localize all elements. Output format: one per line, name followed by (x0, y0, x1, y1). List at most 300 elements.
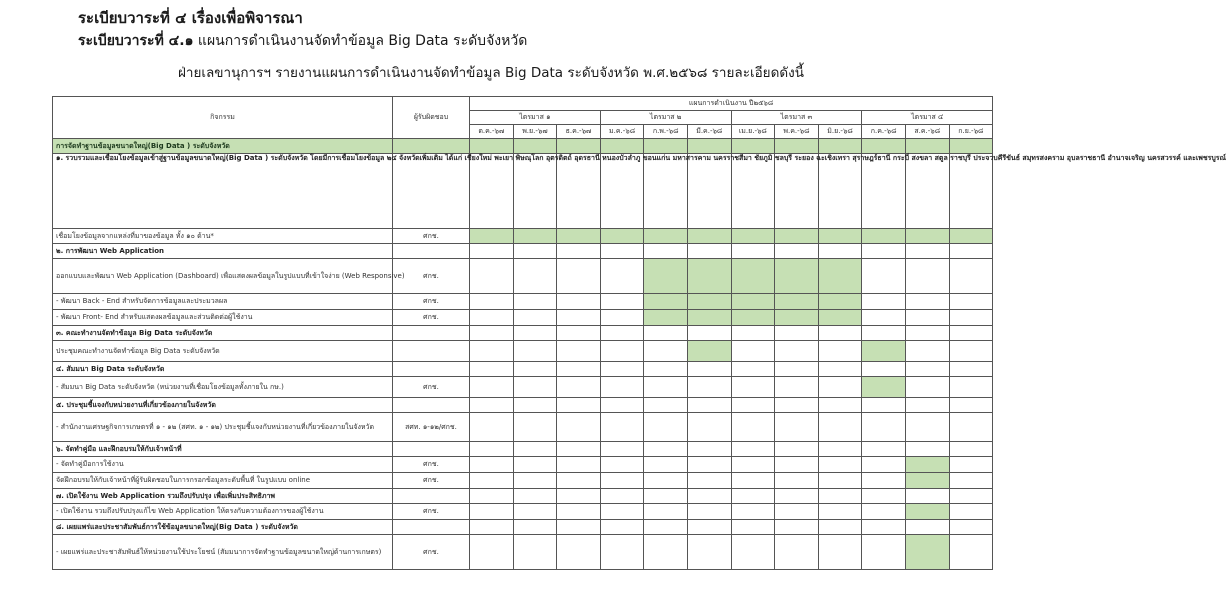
timeline-cell (557, 473, 601, 489)
timeline-cell (775, 535, 819, 570)
responsible-cell: ศกช. (393, 504, 470, 520)
intro-paragraph: ฝ่ายเลขานุการฯ รายงานแผนการดำเนินงานจัดทำข้อมูล Big Data ระดับจังหวัด พ.ศ.๒๕๖๘ รายละเอียดดังนี้ (178, 65, 804, 81)
timeline-cell (470, 326, 514, 341)
agenda-subheading-number: ระเบียบวาระที่ ๔.๑ (78, 33, 194, 49)
header-month: มี.ค.-๖๘ (687, 125, 731, 139)
timeline-cell-active (687, 294, 731, 310)
timeline-cell (687, 154, 731, 229)
timeline-cell (731, 504, 775, 520)
timeline-cell (731, 489, 775, 504)
timeline-cell-active (687, 229, 731, 244)
timeline-cell (513, 294, 557, 310)
timeline-cell (600, 326, 644, 341)
timeline-cell-active (775, 259, 819, 294)
timeline-cell (775, 489, 819, 504)
header-activity: กิจกรรม (53, 97, 393, 139)
timeline-cell (905, 294, 949, 310)
timeline-cell (470, 442, 514, 457)
header-quarter-3: ไตรมาส ๓ (731, 111, 862, 125)
timeline-cell (644, 473, 688, 489)
plan-table (52, 96, 1226, 570)
timeline-cell (470, 310, 514, 326)
timeline-cell (513, 326, 557, 341)
category-row (53, 362, 993, 377)
timeline-cell (600, 341, 644, 362)
timeline-cell (862, 473, 906, 489)
timeline-cell-active (644, 310, 688, 326)
timeline-cell (470, 259, 514, 294)
responsible-cell: ศกช. (393, 377, 470, 398)
timeline-cell (862, 362, 906, 377)
section-row (53, 139, 993, 154)
timeline-cell (905, 442, 949, 457)
timeline-cell (557, 489, 601, 504)
activity-cell: ๖. จัดทำคู่มือ และฝึกอบรมให้กับเจ้าหน้าที่ (53, 442, 393, 457)
table-row (53, 413, 993, 442)
timeline-cell (949, 442, 993, 457)
timeline-cell (687, 520, 731, 535)
timeline-cell (687, 377, 731, 398)
table-row (53, 229, 993, 244)
header-plan-year: แผนการดำเนินงาน ปี๒๕๖๘ (470, 97, 993, 111)
timeline-cell (557, 442, 601, 457)
responsible-cell: ศกช. (393, 310, 470, 326)
timeline-cell (949, 473, 993, 489)
timeline-cell (949, 535, 993, 570)
timeline-cell (687, 442, 731, 457)
timeline-cell (687, 139, 731, 154)
timeline-cell (557, 310, 601, 326)
timeline-cell (731, 457, 775, 473)
timeline-cell (775, 326, 819, 341)
activity-cell: ๔. สัมมนา Big Data ระดับจังหวัด (53, 362, 393, 377)
timeline-cell-active (644, 294, 688, 310)
timeline-cell (731, 398, 775, 413)
timeline-cell (644, 244, 688, 259)
table-row (53, 294, 993, 310)
responsible-cell: สศท. ๑-๑๒/ศกช. (393, 413, 470, 442)
timeline-cell (470, 362, 514, 377)
timeline-cell (862, 259, 906, 294)
timeline-cell (775, 457, 819, 473)
timeline-cell (818, 326, 862, 341)
timeline-cell (644, 504, 688, 520)
timeline-cell (862, 489, 906, 504)
category-row (53, 442, 993, 457)
timeline-cell (470, 489, 514, 504)
timeline-cell (775, 413, 819, 442)
timeline-cell (470, 504, 514, 520)
timeline-cell-active (862, 229, 906, 244)
timeline-cell (600, 535, 644, 570)
header-month: ก.ค.-๖๘ (862, 125, 906, 139)
timeline-cell (949, 244, 993, 259)
activity-cell: - เผยแพร่และประชาสัมพันธ์ให้หน่วยงานใช้ประโยชน์ (สัมมนาการจัดทำฐานข้อมูลขนาดใหญ่ด้านการเกษตร) (53, 535, 393, 570)
timeline-cell (905, 362, 949, 377)
timeline-cell-active (600, 229, 644, 244)
timeline-cell (687, 457, 731, 473)
timeline-cell (470, 139, 514, 154)
timeline-cell (862, 442, 906, 457)
timeline-cell (862, 294, 906, 310)
responsible-cell: ศกช. (393, 259, 470, 294)
timeline-cell (600, 504, 644, 520)
timeline-cell (470, 473, 514, 489)
timeline-cell (687, 413, 731, 442)
timeline-cell (949, 310, 993, 326)
timeline-cell (949, 139, 993, 154)
timeline-cell-active (687, 310, 731, 326)
activity-cell: ๕. ประชุมชี้แจงกับหน่วยงานที่เกี่ยวข้องภายในจังหวัด (53, 398, 393, 413)
timeline-cell (513, 457, 557, 473)
timeline-cell (862, 413, 906, 442)
timeline-cell (470, 244, 514, 259)
timeline-cell (513, 244, 557, 259)
responsible-cell (393, 362, 470, 377)
header-month: มิ.ย.-๖๘ (818, 125, 862, 139)
timeline-cell (731, 377, 775, 398)
timeline-cell (687, 244, 731, 259)
timeline-cell (731, 473, 775, 489)
timeline-cell (600, 473, 644, 489)
timeline-cell (557, 457, 601, 473)
timeline-cell (557, 139, 601, 154)
header-month: ม.ค.-๖๘ (600, 125, 644, 139)
timeline-cell (775, 362, 819, 377)
plan-table-body (53, 139, 1226, 570)
header-month: พ.ค.-๖๘ (775, 125, 819, 139)
table-row (53, 259, 993, 294)
timeline-cell (687, 504, 731, 520)
timeline-cell (818, 457, 862, 473)
timeline-cell (905, 520, 949, 535)
activity-cell: ๘. เผยแพร่และประชาสัมพันธ์การใช้ข้อมูลขนาดใหญ่(Big Data ) ระดับจังหวัด (53, 520, 393, 535)
timeline-cell (470, 535, 514, 570)
timeline-cell (949, 154, 993, 229)
timeline-cell-active (905, 473, 949, 489)
timeline-cell (687, 362, 731, 377)
timeline-cell (862, 139, 906, 154)
header-quarter-1: ไตรมาส ๑ (470, 111, 601, 125)
header-month: พ.ย.-๖๗ (513, 125, 557, 139)
timeline-cell (731, 362, 775, 377)
header-month: ต.ค.-๖๗ (470, 125, 514, 139)
timeline-cell (862, 535, 906, 570)
timeline-cell (949, 457, 993, 473)
timeline-cell (687, 535, 731, 570)
timeline-cell (600, 310, 644, 326)
responsible-cell (393, 139, 470, 154)
responsible-cell (393, 489, 470, 504)
timeline-cell-active (862, 377, 906, 398)
timeline-cell (862, 310, 906, 326)
category-row (53, 398, 993, 413)
category-row (53, 244, 993, 259)
timeline-cell-active (731, 294, 775, 310)
timeline-cell-active (644, 229, 688, 244)
timeline-cell-active (775, 294, 819, 310)
timeline-cell (513, 504, 557, 520)
responsible-cell: ศกช. (393, 229, 470, 244)
timeline-cell (600, 244, 644, 259)
timeline-cell (513, 341, 557, 362)
timeline-cell (513, 442, 557, 457)
timeline-cell (513, 362, 557, 377)
timeline-cell-active (557, 229, 601, 244)
timeline-cell (862, 244, 906, 259)
timeline-cell-active (818, 310, 862, 326)
timeline-cell (818, 535, 862, 570)
timeline-cell (513, 489, 557, 504)
timeline-cell (470, 413, 514, 442)
timeline-cell-active (687, 341, 731, 362)
timeline-cell-active (513, 229, 557, 244)
header-quarter-4: ไตรมาส ๔ (862, 111, 993, 125)
timeline-cell (644, 413, 688, 442)
timeline-cell (644, 377, 688, 398)
timeline-cell (949, 341, 993, 362)
timeline-cell (470, 398, 514, 413)
timeline-cell (818, 154, 862, 229)
timeline-cell (557, 259, 601, 294)
activity-cell: - สัมมนา Big Data ระดับจังหวัด (หน่วยงานที่เชื่อมโยงข้อมูลทั้งภายใน กษ.) (53, 377, 393, 398)
timeline-cell (600, 413, 644, 442)
activity-cell: - พัฒนา Front- End สำหรับแสดงผลข้อมูลและส่วนติดต่อผู้ใช้งาน (53, 310, 393, 326)
timeline-cell-active (470, 229, 514, 244)
header-month: ธ.ค.-๖๗ (557, 125, 601, 139)
category-row (53, 154, 993, 229)
timeline-cell (557, 326, 601, 341)
timeline-cell (557, 520, 601, 535)
timeline-cell (949, 504, 993, 520)
plan-table-header (53, 97, 993, 139)
timeline-cell (600, 259, 644, 294)
timeline-cell (905, 377, 949, 398)
header-quarter-2: ไตรมาส ๒ (600, 111, 731, 125)
timeline-cell (557, 398, 601, 413)
timeline-cell (905, 341, 949, 362)
timeline-cell (818, 520, 862, 535)
timeline-cell (513, 139, 557, 154)
timeline-cell (557, 413, 601, 442)
timeline-cell (644, 457, 688, 473)
timeline-cell (818, 489, 862, 504)
timeline-cell (818, 341, 862, 362)
timeline-cell (557, 244, 601, 259)
timeline-cell (513, 473, 557, 489)
timeline-cell (731, 535, 775, 570)
table-row (53, 473, 993, 489)
timeline-cell (862, 398, 906, 413)
timeline-cell (818, 398, 862, 413)
timeline-cell-active (862, 341, 906, 362)
timeline-cell (775, 377, 819, 398)
header-month: ก.ย.-๖๘ (949, 125, 993, 139)
activity-cell: เชื่อมโยงข้อมูลจากแหล่งที่มาของข้อมูล ทั้ง ๑๐ ด้าน* (53, 229, 393, 244)
timeline-cell-active (644, 259, 688, 294)
responsible-cell: ศกช. (393, 294, 470, 310)
timeline-cell (862, 154, 906, 229)
timeline-cell (818, 504, 862, 520)
timeline-cell (557, 535, 601, 570)
timeline-cell (949, 489, 993, 504)
timeline-cell (862, 520, 906, 535)
timeline-cell (513, 154, 557, 229)
timeline-cell (513, 413, 557, 442)
timeline-cell-active (731, 229, 775, 244)
timeline-cell (600, 489, 644, 504)
timeline-cell-active (905, 229, 949, 244)
timeline-cell (687, 326, 731, 341)
timeline-cell (731, 139, 775, 154)
timeline-cell (949, 377, 993, 398)
timeline-cell (905, 310, 949, 326)
timeline-cell-active (731, 259, 775, 294)
timeline-cell-active (905, 535, 949, 570)
timeline-cell-active (905, 504, 949, 520)
timeline-cell (862, 457, 906, 473)
timeline-cell (513, 535, 557, 570)
timeline-cell-active (949, 229, 993, 244)
timeline-cell (644, 535, 688, 570)
timeline-cell (775, 139, 819, 154)
timeline-cell (905, 398, 949, 413)
timeline-cell (775, 154, 819, 229)
table-row (53, 377, 993, 398)
activity-cell: ๑. รวบรวมและเชื่อมโยงข้อมูลเข้าสู่ฐานข้อมูลขนาดใหญ่(Big Data ) ระดับจังหวัด โดยมีการเชื่อมโยงข้อมูล ๒๔ จังหวัดเพิ่มเติม ได้แก่ เชียงใหม่ พะเยา พิษณุโลก อุตรดิตถ์ อุดรธานี หนองบัวลำภู ขอนแก่น มหาสารคาม นครราชสีมา ชัยภูมิ ชลบุรี ระยอง ฉะเชิงเทรา สุราษฎร์ธานี กระบี่ สงขลา สตูล ราชบุรี ประจวบคีรีขันธ์ สมุทรสงคราม อุบลราชธานี อำนาจเจริญ นครสวรรค์ และเพชรบูรณ์ (53, 154, 393, 229)
timeline-cell (600, 362, 644, 377)
responsible-cell (393, 244, 470, 259)
timeline-cell (775, 520, 819, 535)
timeline-cell-active (731, 310, 775, 326)
timeline-cell (470, 520, 514, 535)
timeline-cell (513, 259, 557, 294)
timeline-cell (818, 473, 862, 489)
responsible-cell: ศกช. (393, 535, 470, 570)
timeline-cell (644, 154, 688, 229)
timeline-cell (862, 326, 906, 341)
timeline-cell (949, 326, 993, 341)
table-row (53, 310, 993, 326)
timeline-cell (775, 442, 819, 457)
plan-table-viewport[interactable] (52, 96, 1226, 604)
timeline-cell (818, 362, 862, 377)
category-row (53, 489, 993, 504)
table-row (53, 504, 993, 520)
timeline-cell (775, 398, 819, 413)
timeline-cell (905, 244, 949, 259)
timeline-cell-active (775, 229, 819, 244)
activity-cell: ๓. คณะทำงานจัดทำข้อมูล Big Data ระดับจังหวัด (53, 326, 393, 341)
timeline-cell (644, 139, 688, 154)
timeline-cell (905, 326, 949, 341)
timeline-cell (731, 244, 775, 259)
timeline-cell (818, 413, 862, 442)
table-row (53, 341, 993, 362)
timeline-cell (644, 326, 688, 341)
timeline-cell (600, 154, 644, 229)
timeline-cell (949, 362, 993, 377)
timeline-cell (557, 341, 601, 362)
timeline-cell (557, 294, 601, 310)
timeline-cell (600, 398, 644, 413)
timeline-cell (731, 154, 775, 229)
timeline-cell (905, 139, 949, 154)
timeline-cell (600, 442, 644, 457)
activity-cell: - จัดทำคู่มือการใช้งาน (53, 457, 393, 473)
timeline-cell (818, 377, 862, 398)
timeline-cell (600, 377, 644, 398)
timeline-cell-active (775, 310, 819, 326)
timeline-cell (557, 504, 601, 520)
activity-cell: - พัฒนา Back - End สำหรับจัดการข้อมูลและประมวลผล (53, 294, 393, 310)
agenda-heading: ระเบียบวาระที่ ๔ เรื่องเพื่อพิจารณา (78, 9, 303, 27)
timeline-cell (731, 442, 775, 457)
table-row (53, 457, 993, 473)
timeline-cell (905, 413, 949, 442)
timeline-cell (600, 294, 644, 310)
activity-cell: ๗. เปิดใช้งาน Web Application รวมถึงปรับปรุง เพื่อเพิ่มประสิทธิภาพ (53, 489, 393, 504)
timeline-cell (644, 489, 688, 504)
timeline-cell (687, 489, 731, 504)
timeline-cell-active (818, 229, 862, 244)
timeline-cell (775, 244, 819, 259)
timeline-cell (731, 520, 775, 535)
timeline-cell (949, 398, 993, 413)
agenda-subheading (78, 30, 527, 52)
timeline-cell (513, 398, 557, 413)
timeline-cell (557, 362, 601, 377)
timeline-cell (687, 473, 731, 489)
timeline-cell (775, 473, 819, 489)
header-month: ส.ค.-๖๘ (905, 125, 949, 139)
activity-cell: - สำนักงานเศรษฐกิจการเกษตรที่ ๑ - ๑๒ (สศท. ๑ - ๑๒) ประชุมชี้แจงกับหน่วยงานที่เกี่ยวข้องภายในจังหวัด (53, 413, 393, 442)
timeline-cell (557, 377, 601, 398)
activity-cell: จัดฝึกอบรมให้กับเจ้าหน้าที่ผู้รับผิดชอบในการกรอกข้อมูลระดับพื้นที่ ในรูปแบบ online (53, 473, 393, 489)
activity-cell: ๒. การพัฒนา Web Application (53, 244, 393, 259)
timeline-cell-active (818, 294, 862, 310)
timeline-cell (731, 326, 775, 341)
category-row (53, 326, 993, 341)
responsible-cell (393, 442, 470, 457)
timeline-cell (470, 341, 514, 362)
timeline-cell (600, 520, 644, 535)
activity-cell: - เปิดใช้งาน รวมถึงปรับปรุงแก้ไข Web Application ให้ตรงกับความต้องการของผู้ใช้งาน (53, 504, 393, 520)
header-month: เม.ย.-๖๘ (731, 125, 775, 139)
timeline-cell (513, 520, 557, 535)
timeline-cell (644, 442, 688, 457)
responsible-cell (393, 326, 470, 341)
timeline-cell (775, 341, 819, 362)
timeline-cell (470, 294, 514, 310)
timeline-cell (687, 398, 731, 413)
timeline-cell-active (687, 259, 731, 294)
timeline-cell (905, 489, 949, 504)
responsible-cell: ศกช. (393, 473, 470, 489)
timeline-cell (557, 154, 601, 229)
timeline-cell (470, 377, 514, 398)
responsible-cell (393, 341, 470, 362)
timeline-cell (731, 413, 775, 442)
header-responsible: ผู้รับผิดชอบ (393, 97, 470, 139)
timeline-cell-active (905, 457, 949, 473)
timeline-cell (644, 398, 688, 413)
activity-cell: ออกแบบและพัฒนา Web Application (Dashboard) เพื่อแสดงผลข้อมูลในรูปแบบที่เข้าใจง่าย (Web Responsive) (53, 259, 393, 294)
timeline-cell (775, 504, 819, 520)
activity-cell: ประชุมคณะทำงานจัดทำข้อมูล Big Data ระดับจังหวัด (53, 341, 393, 362)
table-row (53, 535, 993, 570)
timeline-cell-active (818, 259, 862, 294)
